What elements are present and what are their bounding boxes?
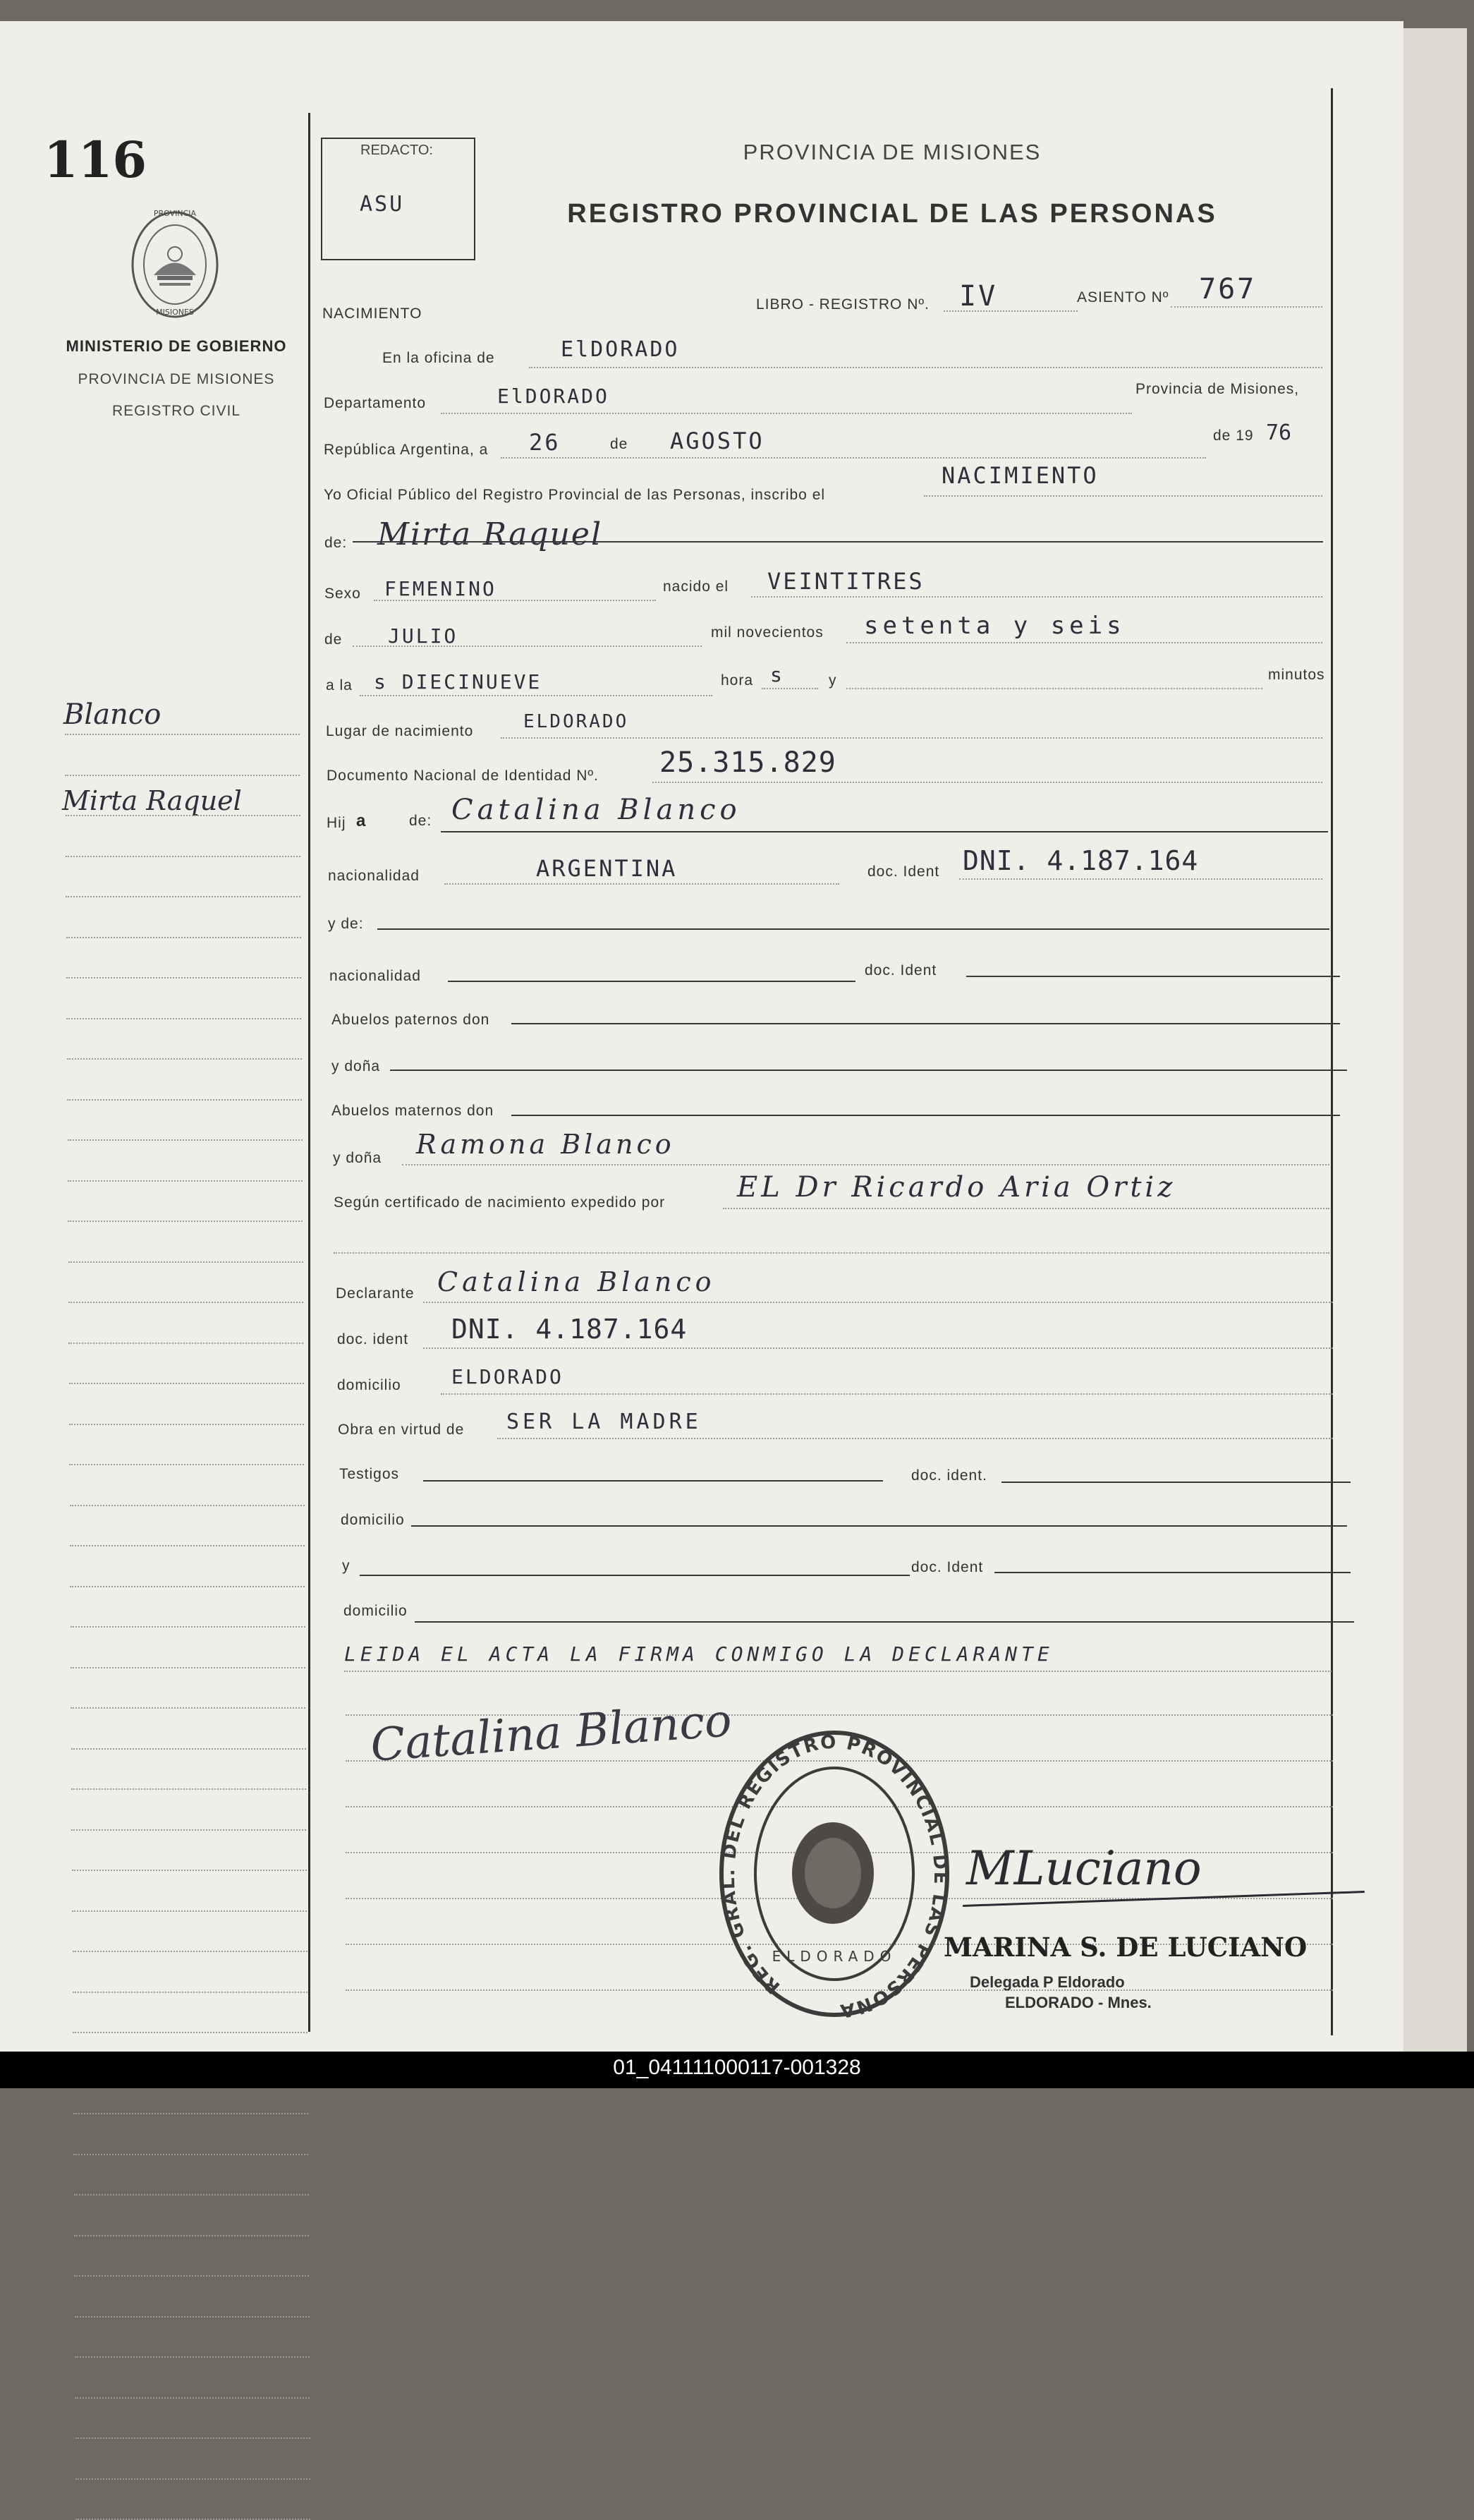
margin-surname: Blanco — [63, 698, 162, 731]
stamp-ring-text: REG. GRAL. DEL REGISTRO PROVINCIAL DE LAS PERSONA — [718, 1731, 951, 2019]
nac2-line — [448, 981, 855, 982]
nacido-label: nacido el — [663, 578, 729, 595]
back-page-edge — [1403, 28, 1467, 2053]
margin-rule — [72, 1870, 307, 1871]
margin-rule — [67, 1099, 302, 1101]
margin-rule — [71, 1748, 306, 1750]
margin-rule — [67, 1058, 302, 1060]
margin-rule — [66, 937, 301, 938]
sexo-value: FEMENINO — [384, 577, 497, 600]
oficina-value: ElDORADO — [561, 337, 680, 362]
nacido-line — [751, 596, 1322, 598]
redacto-label: REDACTO: — [360, 143, 433, 158]
obra-value: SER LA MADRE — [506, 1410, 702, 1434]
margin-rule — [69, 1383, 304, 1384]
minutos-label: minutos — [1268, 667, 1325, 683]
margin-rule — [66, 815, 300, 816]
departamento-value: ElDORADO — [497, 384, 609, 408]
margin-rule — [75, 2316, 310, 2318]
ydona1-line — [390, 1070, 1347, 1071]
civil-registry-label: REGISTRO CIVIL — [111, 403, 241, 419]
lugar-value: ELDORADO — [523, 711, 629, 732]
margin-rule — [70, 1586, 305, 1587]
margin-rule — [71, 1788, 306, 1790]
margin-rule — [65, 734, 300, 735]
closing-text: LEIDA EL ACTA LA FIRMA CONMIGO LA DECLARANTE — [344, 1642, 1054, 1666]
departamento-line — [441, 413, 1132, 414]
birth-month: JULIO — [388, 624, 458, 648]
year-label: de 19 — [1213, 428, 1254, 444]
certificado-value: EL Dr Ricardo Aria Ortiz — [737, 1171, 1176, 1204]
declarante-value: Catalina Blanco — [437, 1266, 716, 1297]
inscribo-label: Yo Oficial Público del Registro Provincial de las Personas, inscribo el — [324, 487, 826, 503]
emblem-text-bottom: MISIONES — [156, 308, 194, 317]
alas-value: s DIECINUEVE — [374, 670, 542, 693]
dni-label: Documento Nacional de Identidad Nº. — [327, 768, 599, 784]
form-type-label: NACIMIENTO — [322, 305, 422, 322]
nac2-label: nacionalidad — [329, 968, 421, 984]
nacido-value: VEINTITRES — [767, 568, 925, 595]
docident1-label: doc. Ident — [867, 864, 940, 880]
margin-rule — [69, 1424, 304, 1425]
certificado-label: Según certificado de nacimiento expedido por — [334, 1194, 666, 1211]
province-label: PROVINCIA DE MISIONES — [78, 371, 275, 387]
domicilio3-label: domicilio — [343, 1603, 408, 1619]
docident2-label: doc. Ident — [865, 962, 937, 979]
mother-line — [441, 831, 1328, 832]
form-right-rule — [1331, 88, 1333, 2035]
margin-rule — [74, 2235, 309, 2236]
de2-label: de — [324, 631, 343, 648]
abuelos-paternos-line — [511, 1023, 1340, 1024]
abuelos-maternos-line — [511, 1115, 1340, 1116]
officer-stamp-role: Delegada P Eldorado — [970, 1973, 1125, 1991]
margin-rule — [73, 2154, 308, 2155]
certificado-line — [723, 1208, 1329, 1209]
libro-label: LIBRO - REGISTRO Nº. — [756, 296, 930, 313]
stamp-inner-text: ELDORADO — [772, 1948, 897, 1965]
oficina-label: En la oficina de — [382, 350, 495, 366]
margin-rule — [66, 977, 301, 979]
asiento-label: ASIENTO Nº — [1077, 289, 1169, 305]
official-stamp — [718, 1728, 951, 2019]
sexo-label: Sexo — [324, 586, 361, 602]
province-emblem — [126, 208, 224, 321]
margin-rule — [68, 1261, 303, 1263]
ydona2-label: y doña — [333, 1150, 382, 1166]
margin-rule — [68, 1302, 303, 1303]
domicilio1-value: ELDORADO — [451, 1365, 564, 1388]
margin-rule — [73, 1951, 307, 1952]
inscribo-line — [924, 495, 1322, 497]
header-title: REGISTRO PROVINCIAL DE LAS PERSONAS — [567, 199, 1217, 229]
mother-value: Catalina Blanco — [451, 794, 741, 826]
domicilio3-line — [415, 1621, 1354, 1623]
page-number: 116 — [44, 131, 147, 189]
margin-rule — [68, 1220, 303, 1222]
margin-rule — [66, 1018, 301, 1019]
hora-label: hora — [721, 672, 754, 689]
asiento-value: 767 — [1199, 273, 1257, 305]
testigos-line — [423, 1480, 883, 1482]
margin-given-names: Mirta Raquel — [62, 785, 242, 816]
margin-rule — [74, 2275, 309, 2277]
docident5-label: doc. Ident — [911, 1559, 984, 1575]
asiento-line — [1171, 306, 1322, 308]
margin-rule — [75, 2356, 310, 2358]
margin-rule — [71, 1626, 305, 1628]
docident1-line — [959, 878, 1322, 880]
ydona1-label: y doña — [331, 1058, 381, 1074]
mil-label: mil novecientos — [711, 624, 824, 641]
republica-label: República Argentina, a — [324, 442, 489, 458]
ydona2-line — [402, 1164, 1329, 1165]
declarante-label: Declarante — [336, 1285, 415, 1302]
inscribo-value: NACIMIENTO — [942, 462, 1099, 489]
margin-rule — [74, 2194, 309, 2195]
domicilio1-label: domicilio — [337, 1377, 401, 1393]
y2-label: y — [342, 1558, 351, 1574]
lugar-line — [501, 737, 1322, 739]
month-value: AGOSTO — [670, 428, 765, 454]
margin-rule — [68, 1139, 303, 1141]
margin-rule — [72, 1910, 307, 1912]
margin-rule — [70, 1505, 305, 1506]
name-label: de: — [324, 535, 348, 551]
ministry-label: MINISTERIO DE GOBIERNO — [66, 337, 287, 355]
nac1-line — [444, 883, 839, 885]
libro-value: IV — [959, 280, 998, 313]
margin-rule — [75, 2437, 310, 2439]
form-left-rule — [308, 113, 310, 2032]
date-line — [501, 457, 1206, 459]
margin-rule — [69, 1464, 304, 1465]
docident3-value: DNI. 4.187.164 — [451, 1314, 688, 1345]
alas-line — [360, 695, 712, 696]
margin-rule — [71, 1667, 305, 1668]
domicilio1-line — [441, 1393, 1333, 1395]
departamento-label: Departamento — [324, 395, 427, 411]
birth-month-line — [353, 646, 702, 647]
year-suffix: 76 — [1266, 420, 1292, 445]
docident4-label: doc. ident. — [911, 1467, 987, 1484]
de-label: de — [610, 436, 628, 452]
hija-suffix: a — [356, 811, 366, 830]
margin-rule — [73, 1992, 307, 1993]
dni-value: 25.315.829 — [659, 746, 836, 779]
alas-label: a la — [326, 677, 353, 693]
closing-line-1 — [344, 1671, 1332, 1672]
margin-rule — [70, 1545, 305, 1546]
header-province: PROVINCIA DE MISIONES — [743, 140, 1042, 164]
y2-line — [360, 1575, 910, 1576]
domicilio2-line — [411, 1525, 1347, 1527]
officer-signature: MLuciano — [966, 1841, 1202, 1896]
officer-stamp-city: ELDORADO - Mnes. — [1005, 1994, 1152, 2011]
docident3-label: doc. ident — [337, 1331, 409, 1347]
provincia-label: Provincia de Misiones, — [1135, 381, 1300, 397]
margin-rule — [68, 1343, 303, 1344]
yde-line — [377, 928, 1329, 930]
margin-rule — [71, 1829, 306, 1831]
docident4-line — [1001, 1482, 1351, 1483]
name-line — [353, 541, 1323, 543]
margin-rule — [75, 2478, 310, 2480]
y-label: y — [829, 672, 837, 689]
domicilio2-label: domicilio — [341, 1512, 405, 1528]
oficina-line — [529, 367, 1322, 368]
minutos-line — [846, 688, 1262, 689]
dni-line — [652, 782, 1322, 783]
declarante-line — [423, 1302, 1333, 1303]
officer-stamp-name: MARINA S. DE LUCIANO — [944, 1932, 1308, 1963]
abuelos-paternos-label: Abuelos paternos don — [331, 1012, 490, 1028]
name-value: Mirta Raquel — [377, 516, 603, 552]
declarant-signature: Catalina Blanco — [369, 1695, 733, 1772]
margin-rule — [66, 856, 300, 857]
margin-rule — [66, 896, 300, 897]
docident2-line — [966, 976, 1340, 977]
margin-rule — [71, 1707, 305, 1709]
day-value: 26 — [529, 429, 561, 456]
margin-rule — [73, 2113, 308, 2114]
birth-year-words: setenta y seis — [864, 612, 1126, 640]
footer-caption: 01_041111000117-001328 — [613, 2056, 861, 2079]
abuelos-maternos-label: Abuelos maternos don — [331, 1103, 494, 1119]
docident1-value: DNI. 4.187.164 — [963, 845, 1199, 876]
redacto-value: ASU — [360, 192, 405, 217]
nac1-label: nacionalidad — [328, 868, 420, 884]
sexo-line — [374, 600, 656, 601]
ydona2-value: Ramona Blanco — [416, 1129, 675, 1160]
libro-line — [944, 310, 1078, 312]
margin-rule — [65, 775, 300, 776]
hora-value: s — [770, 663, 784, 686]
obra-label: Obra en virtud de — [338, 1422, 465, 1438]
lugar-label: Lugar de nacimiento — [326, 723, 474, 739]
emblem-text-top: PROVINCIA — [153, 209, 197, 218]
testigos-label: Testigos — [339, 1466, 400, 1482]
certificado-line-2 — [334, 1252, 1329, 1254]
margin-rule — [68, 1180, 303, 1182]
hija-de-label: de: — [409, 813, 432, 829]
obra-line — [497, 1438, 1333, 1439]
docident5-line — [994, 1572, 1351, 1573]
hija-label: Hij — [327, 815, 346, 831]
margin-rule — [75, 2397, 310, 2399]
nac1-value: ARGENTINA — [536, 855, 678, 882]
birth-year-line — [846, 642, 1322, 643]
margin-rule — [73, 2032, 307, 2033]
docident3-line — [423, 1347, 1333, 1349]
hora-line — [762, 688, 818, 689]
yde-label: y de: — [328, 916, 364, 932]
